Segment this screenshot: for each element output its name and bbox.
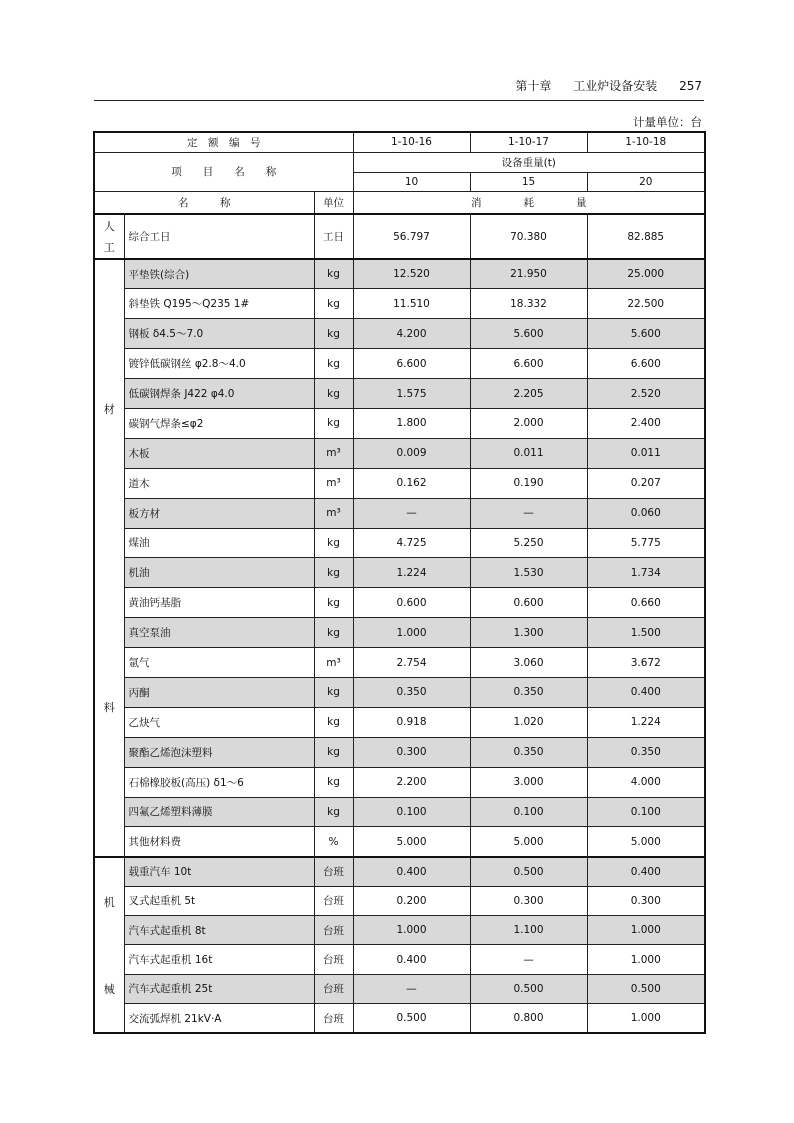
item-unit: 台班 <box>314 916 353 945</box>
item-unit: kg <box>314 408 353 438</box>
item-name: 汽车式起重机 8t <box>124 916 314 945</box>
item-value: 5.250 <box>470 528 587 558</box>
table-row <box>94 797 705 827</box>
item-value: 2.000 <box>470 408 587 438</box>
table-row <box>94 528 705 558</box>
item-name: 氩气 <box>124 648 314 678</box>
quota-code-row <box>94 132 705 152</box>
item-unit: kg <box>314 289 353 319</box>
item-name: 钢板 δ4.5～7.0 <box>124 319 314 349</box>
table-row <box>94 588 705 618</box>
table-row <box>94 707 705 737</box>
item-value: 0.300 <box>587 886 705 915</box>
item-value: 1.000 <box>587 1004 705 1033</box>
item-unit: kg <box>314 528 353 558</box>
machine_cat-category <box>94 857 124 1033</box>
item-value: 2.205 <box>470 379 587 409</box>
item-name: 板方材 <box>124 498 314 528</box>
item-unit: kg <box>314 379 353 409</box>
item-unit: % <box>314 827 353 857</box>
labor_cat-category-char: 工 <box>103 241 115 255</box>
item-value: 4.200 <box>353 319 470 349</box>
item-unit: kg <box>314 618 353 648</box>
item-value: 5.600 <box>587 319 705 349</box>
item-name: 汽车式起重机 25t <box>124 974 314 1003</box>
item-value: 1.000 <box>587 916 705 945</box>
item-value: 0.009 <box>353 438 470 468</box>
material_cat-category <box>94 259 124 857</box>
unit-note: 计量单位：台 <box>633 115 702 129</box>
item-name: 交流弧焊机 21kV·A <box>124 1004 314 1033</box>
page-number: 257 <box>679 79 702 93</box>
item-value: 0.600 <box>353 588 470 618</box>
item-value: 0.918 <box>353 707 470 737</box>
table-row <box>94 259 705 289</box>
item-value: 6.600 <box>353 349 470 379</box>
item-value: 0.300 <box>470 886 587 915</box>
item-value: 0.500 <box>470 974 587 1003</box>
item-value: 1.100 <box>470 916 587 945</box>
item-name: 载重汽车 10t <box>124 857 314 886</box>
item-value: 0.400 <box>587 857 705 886</box>
item-value: 0.400 <box>587 677 705 707</box>
item-name: 聚酯乙烯泡沫塑料 <box>124 737 314 767</box>
table-row <box>94 737 705 767</box>
code-2: 1-10-17 <box>470 132 587 152</box>
table-row <box>94 289 705 319</box>
item-unit: kg <box>314 737 353 767</box>
page-header <box>497 77 702 94</box>
item-name: 综合工日 <box>124 214 314 259</box>
item-name: 叉式起重机 5t <box>124 886 314 915</box>
column-header-row <box>94 191 705 214</box>
item-value: 0.100 <box>587 797 705 827</box>
item-unit: kg <box>314 319 353 349</box>
table-row <box>94 945 705 974</box>
item-unit: m³ <box>314 498 353 528</box>
item-name: 石棉橡胶板(高压) δ1～6 <box>124 767 314 797</box>
item-value: 0.500 <box>587 974 705 1003</box>
item-value: 0.350 <box>470 737 587 767</box>
item-value: 2.754 <box>353 648 470 678</box>
labor_cat-category <box>94 214 124 259</box>
weight-label: 设备重量(t) <box>353 152 705 172</box>
item-value: 5.000 <box>470 827 587 857</box>
item-value: 1.500 <box>587 618 705 648</box>
item-unit: m³ <box>314 648 353 678</box>
item-name: 碳钢气焊条≤φ2 <box>124 408 314 438</box>
code-3: 1-10-18 <box>587 132 705 152</box>
table-row <box>94 558 705 588</box>
item-unit: kg <box>314 677 353 707</box>
item-value: 0.162 <box>353 468 470 498</box>
item-value: 1.020 <box>470 707 587 737</box>
item-value: 25.000 <box>587 259 705 289</box>
item-value: 1.530 <box>470 558 587 588</box>
item-value: 3.672 <box>587 648 705 678</box>
table-row <box>94 1004 705 1033</box>
item-value: 2.200 <box>353 767 470 797</box>
col-name-header: 名 称 <box>94 191 314 214</box>
item-unit: 工日 <box>314 214 353 259</box>
item-value: 1.224 <box>587 707 705 737</box>
material_cat-category-char: 材 <box>103 403 115 416</box>
item-name: 其他材料费 <box>124 827 314 857</box>
weight-1: 10 <box>353 172 470 191</box>
item-name: 丙酮 <box>124 677 314 707</box>
item-value: 0.500 <box>353 1004 470 1033</box>
material_cat-category-char: 料 <box>103 701 115 714</box>
code-1: 1-10-16 <box>353 132 470 152</box>
table-row <box>94 677 705 707</box>
weight-header-row <box>94 152 705 172</box>
item-unit: 台班 <box>314 857 353 886</box>
item-unit: m³ <box>314 438 353 468</box>
item-value: 6.600 <box>470 349 587 379</box>
weight-3: 20 <box>587 172 705 191</box>
item-value: — <box>353 974 470 1003</box>
item-value: 5.775 <box>587 528 705 558</box>
item-value: 1.300 <box>470 618 587 648</box>
item-value: 11.510 <box>353 289 470 319</box>
item-name: 平垫铁(综合) <box>124 259 314 289</box>
item-value: 4.000 <box>587 767 705 797</box>
section-title: 工业炉设备安装 <box>573 79 658 93</box>
table-row <box>94 319 705 349</box>
quota-table <box>93 131 706 1034</box>
item-value: 0.400 <box>353 857 470 886</box>
item-label: 项 目 名 称 <box>94 152 353 191</box>
item-value: 5.000 <box>353 827 470 857</box>
item-value: 21.950 <box>470 259 587 289</box>
machine_cat-category-char: 机 <box>103 895 115 909</box>
item-value: 56.797 <box>353 214 470 259</box>
table-row <box>94 916 705 945</box>
item-value: 5.000 <box>587 827 705 857</box>
item-value: 0.500 <box>470 857 587 886</box>
item-name: 煤油 <box>124 528 314 558</box>
item-value: 4.725 <box>353 528 470 558</box>
item-unit: 台班 <box>314 974 353 1003</box>
item-name: 镀锌低碳钢丝 φ2.8～4.0 <box>124 349 314 379</box>
item-value: 0.060 <box>587 498 705 528</box>
col-consume-header: 消 耗 量 <box>353 191 705 214</box>
item-value: 12.520 <box>353 259 470 289</box>
table-row <box>94 408 705 438</box>
item-value: 2.400 <box>587 408 705 438</box>
item-value: 1.000 <box>353 916 470 945</box>
item-value: 0.350 <box>470 677 587 707</box>
item-value: 1.000 <box>353 618 470 648</box>
item-value: 0.350 <box>353 677 470 707</box>
item-unit: kg <box>314 767 353 797</box>
item-value: 3.000 <box>470 767 587 797</box>
item-value: 1.224 <box>353 558 470 588</box>
item-value: 6.600 <box>587 349 705 379</box>
item-name: 乙炔气 <box>124 707 314 737</box>
item-value: 0.190 <box>470 468 587 498</box>
item-unit: m³ <box>314 468 353 498</box>
item-unit: kg <box>314 707 353 737</box>
item-value: 3.060 <box>470 648 587 678</box>
item-value: 18.332 <box>470 289 587 319</box>
item-unit: kg <box>314 259 353 289</box>
item-value: 1.575 <box>353 379 470 409</box>
col-unit-header: 单位 <box>314 191 353 214</box>
item-unit: 台班 <box>314 945 353 974</box>
item-value: 0.100 <box>353 797 470 827</box>
item-value: 0.400 <box>353 945 470 974</box>
item-value: 1.800 <box>353 408 470 438</box>
item-value: 1.000 <box>587 945 705 974</box>
table-row <box>94 648 705 678</box>
machine_cat-category-char: 械 <box>103 982 115 996</box>
weight-2: 15 <box>470 172 587 191</box>
table-row <box>94 618 705 648</box>
labor_cat-category-char: 人 <box>103 219 115 233</box>
table-row <box>94 498 705 528</box>
item-value: 1.734 <box>587 558 705 588</box>
item-value: 0.100 <box>470 797 587 827</box>
item-name: 低碳钢焊条 J422 φ4.0 <box>124 379 314 409</box>
item-name: 黄油钙基脂 <box>124 588 314 618</box>
header-rule <box>94 100 704 101</box>
item-value: 0.300 <box>353 737 470 767</box>
item-value: 2.520 <box>587 379 705 409</box>
item-name: 四氟乙烯塑料薄膜 <box>124 797 314 827</box>
item-unit: kg <box>314 588 353 618</box>
table-row <box>94 767 705 797</box>
quota-label: 定 额 编 号 <box>94 132 353 152</box>
item-unit: kg <box>314 797 353 827</box>
item-unit: 台班 <box>314 1004 353 1033</box>
table-row <box>94 886 705 915</box>
item-value: 0.350 <box>587 737 705 767</box>
item-name: 木板 <box>124 438 314 468</box>
item-value: 0.011 <box>470 438 587 468</box>
table-row <box>94 974 705 1003</box>
table-row <box>94 468 705 498</box>
item-value: — <box>470 498 587 528</box>
item-unit: kg <box>314 349 353 379</box>
table-row <box>94 379 705 409</box>
item-name: 斜垫铁 Q195～Q235 1# <box>124 289 314 319</box>
item-value: 22.500 <box>587 289 705 319</box>
item-value: 70.380 <box>470 214 587 259</box>
table-row <box>94 857 705 886</box>
item-unit: 台班 <box>314 886 353 915</box>
chapter-label: 第十章 <box>515 79 552 93</box>
item-unit: kg <box>314 558 353 588</box>
item-value: 0.200 <box>353 886 470 915</box>
table-row <box>94 827 705 857</box>
item-value: 0.207 <box>587 468 705 498</box>
item-value: 5.600 <box>470 319 587 349</box>
item-name: 真空泵油 <box>124 618 314 648</box>
table-row <box>94 438 705 468</box>
table-row <box>94 349 705 379</box>
item-name: 道木 <box>124 468 314 498</box>
item-name: 汽车式起重机 16t <box>124 945 314 974</box>
item-name: 机油 <box>124 558 314 588</box>
item-value: — <box>353 498 470 528</box>
item-value: — <box>470 945 587 974</box>
table-row <box>94 214 705 259</box>
item-value: 0.011 <box>587 438 705 468</box>
item-value: 0.800 <box>470 1004 587 1033</box>
item-value: 0.600 <box>470 588 587 618</box>
item-value: 82.885 <box>587 214 705 259</box>
item-value: 0.660 <box>587 588 705 618</box>
